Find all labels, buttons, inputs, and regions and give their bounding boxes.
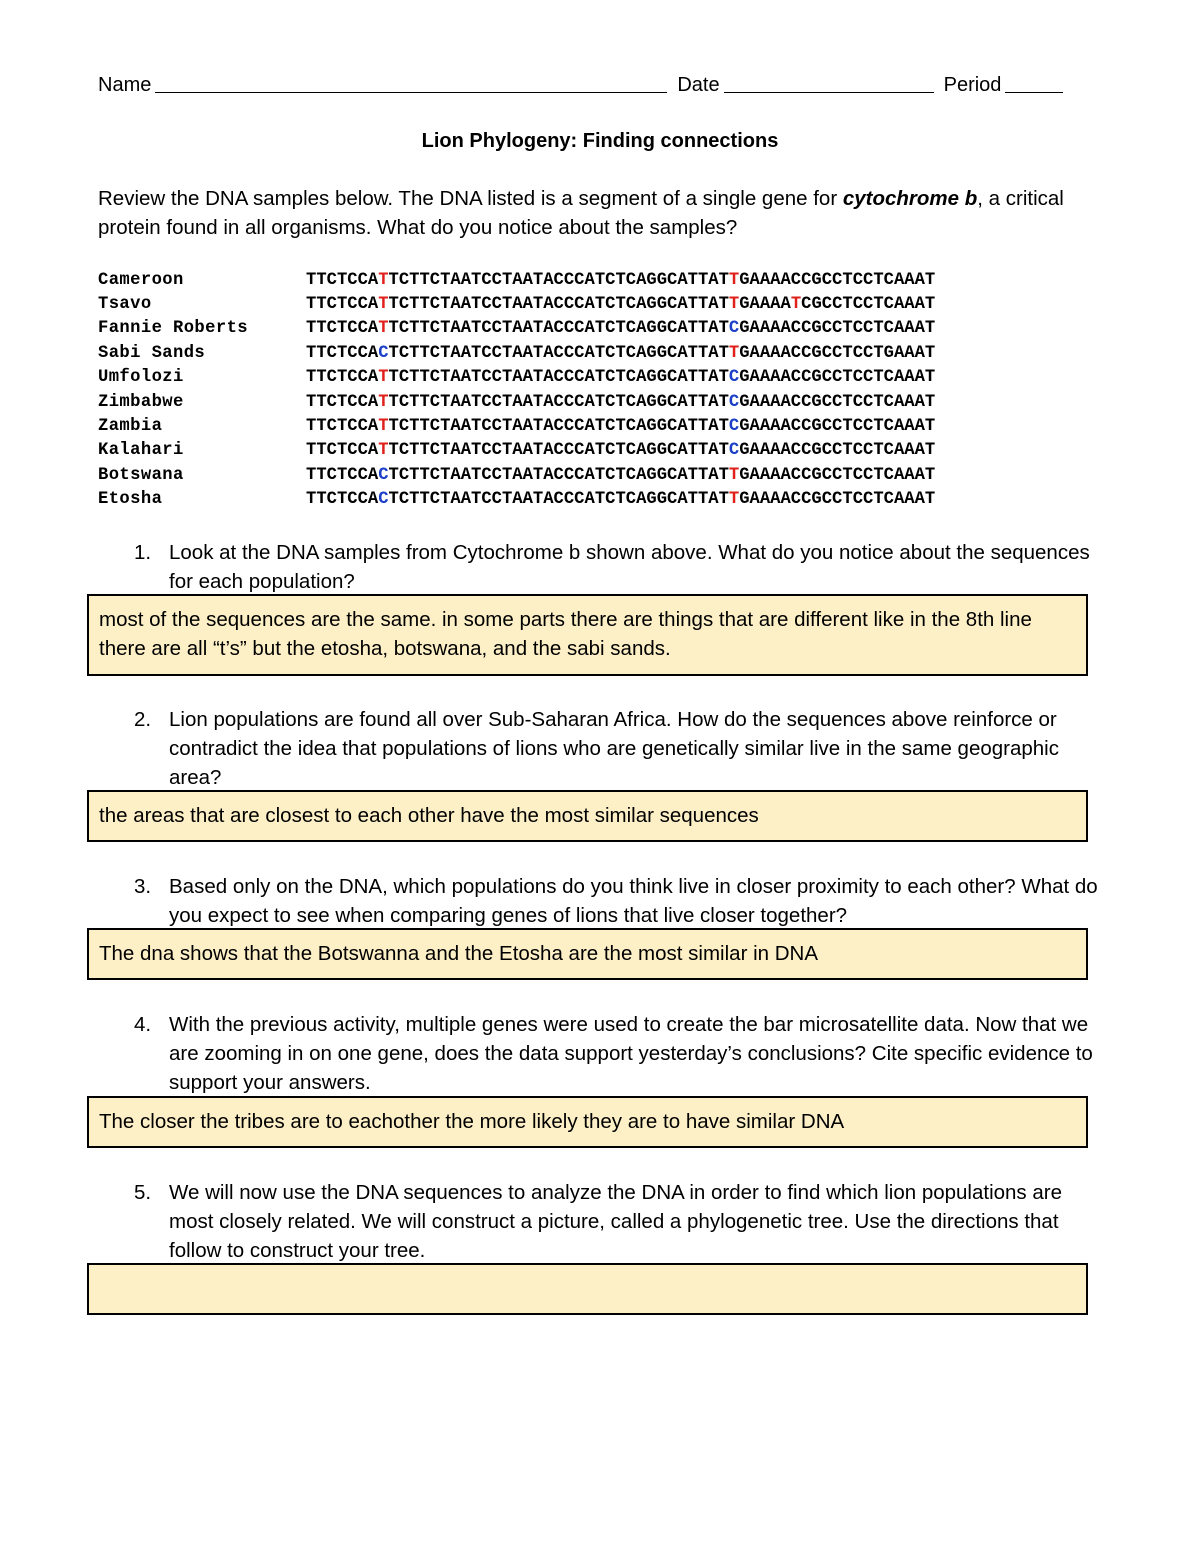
sequence-segment: TTCTCCA — [306, 441, 379, 461]
variant-base: C — [728, 319, 740, 339]
dna-row — [98, 488, 1098, 512]
variant-base: T — [790, 295, 802, 315]
variant-base: T — [728, 270, 740, 290]
dna-row — [98, 463, 1098, 487]
variant-base: T — [378, 319, 389, 339]
sequence-segment: CGCCTCCTCAAAT — [801, 295, 936, 315]
dna-sequence — [306, 417, 935, 436]
sequence-segment: GAAAACCGCCTCCTCAAAT — [739, 441, 936, 461]
sequence-segment: TTCTCCA — [306, 368, 379, 388]
population-name: Zambia — [98, 417, 163, 437]
answer-box-1[interactable]: most of the sequences are the same. in some parts there are things that are different like in the 8th line there are all “t’s” but the etosha, botswana, and the sabi sands. — [87, 594, 1088, 676]
sequence-segment: GAAAACCGCCTCCTCAAAT — [739, 368, 936, 388]
question-5 — [134, 1178, 1100, 1265]
question-3 — [134, 872, 1100, 930]
question-4 — [134, 1010, 1100, 1097]
sequence-segment: TTCTCCA — [306, 295, 379, 315]
dna-sequence — [306, 368, 935, 387]
variant-base: T — [728, 490, 740, 510]
question-text: Lion populations are found all over Sub-Saharan Africa. How do the sequences above reinforce or contradict the idea that populations of lions who are genetically similar live in the same geographic area? — [169, 708, 1059, 789]
sequence-segment: GAAAACCGCCTCCTCAAAT — [739, 319, 936, 339]
date-blank[interactable] — [724, 72, 934, 93]
dna-row — [98, 292, 1098, 316]
sequence-segment: TCTTCTAATCCTAATACCCATCTCAGGCATTAT — [388, 441, 729, 461]
dna-row — [98, 268, 1098, 292]
sequence-segment: TCTTCTAATCCTAATACCCATCTCAGGCATTAT — [388, 319, 729, 339]
population-name: Cameroon — [98, 270, 184, 290]
variant-base: C — [728, 417, 740, 437]
dna-sequence — [306, 295, 935, 314]
question-number: 3. — [134, 875, 152, 898]
sequence-segment: TTCTCCA — [306, 490, 379, 510]
dna-sequence — [306, 393, 935, 412]
sequence-segment: GAAAA — [739, 295, 791, 315]
question-number: 5. — [134, 1181, 152, 1204]
dna-sequence — [306, 466, 935, 485]
question-text: Based only on the DNA, which populations do you think live in closer proximity to each other? What do you expect to see when comparing genes of lions that live closer together? — [169, 875, 1098, 927]
answer-box-3[interactable]: The dna shows that the Botswanna and the Etosha are the most similar in DNA — [87, 928, 1088, 980]
intro-paragraph — [98, 184, 1098, 242]
sequence-segment: TCTTCTAATCCTAATACCCATCTCAGGCATTAT — [388, 295, 729, 315]
sequence-segment: TTCTCCA — [306, 343, 379, 363]
population-name: Etosha — [98, 490, 163, 510]
dna-sequence — [306, 344, 935, 363]
intro-text-after: , a critical protein found in all organisms. What do you notice about the samples? — [98, 187, 1064, 239]
dna-row — [98, 390, 1098, 414]
dna-row — [98, 317, 1098, 341]
answer-box-5[interactable] — [87, 1263, 1088, 1315]
intro-text-before: Review the DNA samples below. The DNA listed is a segment of a single gene for — [98, 187, 843, 210]
dna-sequence — [306, 490, 935, 509]
header-line — [98, 72, 1088, 97]
name-label: Name — [98, 74, 152, 96]
sequence-segment: TCTTCTAATCCTAATACCCATCTCAGGCATTAT — [388, 270, 729, 290]
variant-base: C — [728, 441, 740, 461]
sequence-segment: TTCTCCA — [306, 465, 379, 485]
sequence-segment: GAAAACCGCCTCCTCAAAT — [739, 490, 936, 510]
variant-base: T — [728, 465, 740, 485]
sequence-segment: TTCTCCA — [306, 270, 379, 290]
variant-base: T — [378, 392, 389, 412]
dna-row — [98, 414, 1098, 438]
variant-base: T — [728, 295, 740, 315]
date-label: Date — [677, 74, 720, 96]
sequence-segment: TCTTCTAATCCTAATACCCATCTCAGGCATTAT — [388, 392, 729, 412]
variant-base: C — [728, 368, 740, 388]
question-text: With the previous activity, multiple genes were used to create the bar microsatellite data. Now that we are zooming in on one gene, does the data support yesterday’s conclusions? Cite specific evidence to support your answers. — [169, 1013, 1093, 1094]
variant-base: T — [378, 417, 389, 437]
population-name: Sabi Sands — [98, 343, 206, 363]
dna-sequence — [306, 441, 935, 460]
sequence-segment: GAAAACCGCCTCCTCAAAT — [739, 392, 936, 412]
question-1 — [134, 538, 1100, 596]
population-name: Botswana — [98, 465, 184, 485]
sequence-segment: TTCTCCA — [306, 417, 379, 437]
period-label: Period — [943, 74, 1002, 96]
dna-sequence — [306, 319, 935, 338]
question-number: 1. — [134, 541, 152, 564]
answer-box-2[interactable]: the areas that are closest to each other have the most similar sequences — [87, 790, 1088, 842]
variant-base: C — [378, 465, 389, 485]
dna-row — [98, 341, 1098, 365]
question-text: Look at the DNA samples from Cytochrome b shown above. What do you notice about the sequences for each population? — [169, 541, 1090, 593]
population-name: Kalahari — [98, 441, 184, 461]
page-title: Lion Phylogeny: Finding connections — [421, 130, 779, 152]
sequence-segment: GAAAACCGCCTCCTCAAAT — [739, 417, 936, 437]
sequence-segment: TTCTCCA — [306, 392, 379, 412]
variant-base: T — [378, 295, 389, 315]
sequence-segment: GAAAACCGCCTCCTCAAAT — [739, 465, 936, 485]
answer-box-4[interactable]: The closer the tribes are to eachother the more likely they are to have similar DNA — [87, 1096, 1088, 1148]
intro-emphasis: cytochrome b — [842, 187, 978, 210]
population-name: Fannie Roberts — [98, 319, 248, 339]
sequence-segment: TCTTCTAATCCTAATACCCATCTCAGGCATTAT — [388, 417, 729, 437]
sequence-segment: GAAAACCGCCTCCTGAAAT — [739, 343, 936, 363]
variant-base: C — [728, 392, 740, 412]
question-2 — [134, 705, 1100, 792]
variant-base: T — [378, 270, 389, 290]
sequence-segment: TCTTCTAATCCTAATACCCATCTCAGGCATTAT — [388, 465, 729, 485]
sequence-segment: TCTTCTAATCCTAATACCCATCTCAGGCATTAT — [388, 490, 729, 510]
dna-sequence — [306, 271, 935, 290]
dna-row — [98, 366, 1098, 390]
sequence-segment: TCTTCTAATCCTAATACCCATCTCAGGCATTAT — [388, 368, 729, 388]
population-name: Umfolozi — [98, 368, 184, 388]
question-text: We will now use the DNA sequences to analyze the DNA in order to find which lion populations are most closely related. We will construct a picture, called a phylogenetic tree. Use the directions that follow to construct your tree. — [169, 1181, 1063, 1262]
population-name: Tsavo — [98, 295, 152, 315]
question-number: 2. — [134, 708, 152, 731]
sequence-segment: TCTTCTAATCCTAATACCCATCTCAGGCATTAT — [388, 343, 729, 363]
period-blank[interactable] — [1005, 72, 1063, 93]
variant-base: T — [728, 343, 740, 363]
variant-base: C — [378, 343, 389, 363]
variant-base: T — [378, 441, 389, 461]
name-blank[interactable] — [155, 72, 667, 93]
variant-base: T — [378, 368, 389, 388]
sequence-segment: GAAAACCGCCTCCTCAAAT — [739, 270, 936, 290]
population-name: Zimbabwe — [98, 392, 184, 412]
dna-row — [98, 439, 1098, 463]
question-number: 4. — [134, 1013, 152, 1036]
sequence-segment: TTCTCCA — [306, 319, 379, 339]
variant-base: C — [378, 490, 389, 510]
dna-sample-table — [98, 268, 1098, 512]
